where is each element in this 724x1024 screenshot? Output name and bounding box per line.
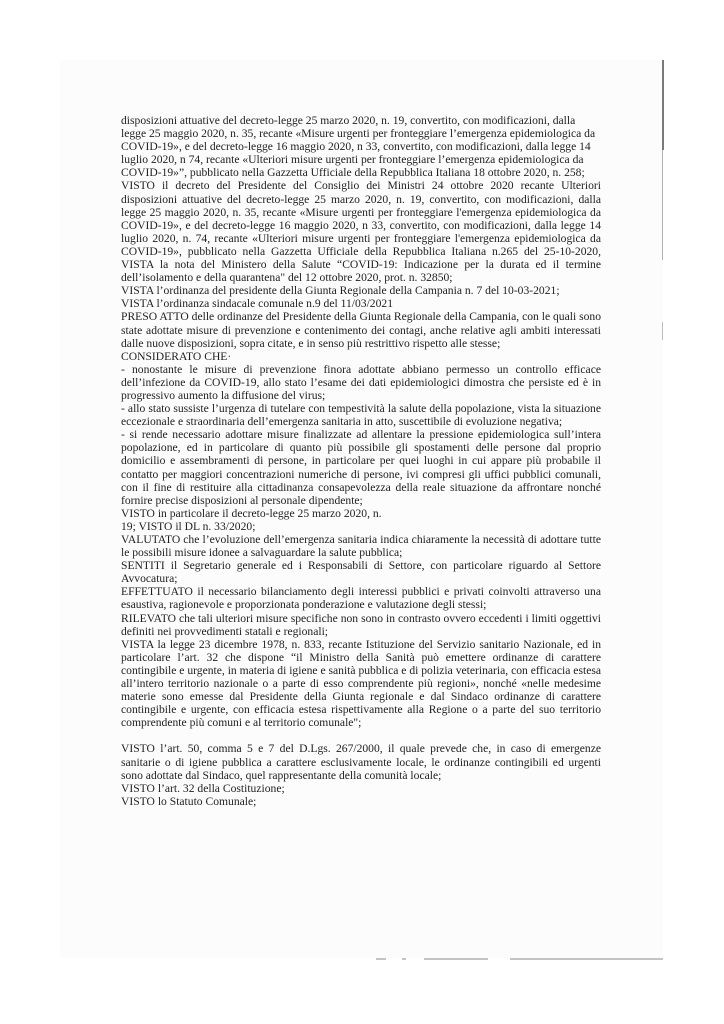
paragraph-vista-ordinanza-regionale: VISTA l’ordinanza del presidente della Giunta Regionale della Campania n. 7 del 10-03-2021; (121, 284, 560, 298)
paragraph-vista-legge-833: VISTA la legge 23 dicembre 1978, n. 833, recante Istituzione del Servizio sanitario Nazionale, ed in particolare l’art. 32 che dispone “il Ministro della Sanità può emettere ordinanze di carattere contingibile e urgente, in materia di igiene e sanità pubblica e di polizia veterinaria, con efficacia estesa all’intero territorio nazionale o a parte di esso comprendente più regioni», nonché «nelle medesime materie sono emesse dal Presidente della Giunta regionale e dal Sindaco ordinanze di carattere contingibile e urgente, con efficacia estesa rispettivamente alla Regione o a parte del suo territorio comprendente più comuni e al territorio comunale"; (121, 637, 601, 730)
paragraph-visto-decreto-legge: VISTO in particolare il decreto-legge 25 marzo 2020, n. (121, 506, 382, 520)
paragraph-vista-ordinanza-sindacale: VISTA l’ordinanza sindacale comunale n.9 del 11/03/2021 (121, 297, 393, 311)
scan-artifact-line (424, 958, 454, 960)
page-edge-line (662, 60, 664, 150)
paragraph-visto-dpcm: VISTO il decreto del Presidente del Consiglio dei Ministri 24 ottobre 2020 recante Ulteriori disposizioni attuative del decreto-legge 25 marzo 2020, n. 19, convertito, con modificazioni, dalla legge 25 maggio 2020, n. 35, recante «Misure urgenti per fronteggiare l'emergenza epidemiologica da COVID-19», e del decreto-legge 16 maggio 2020, n 33, convertito, con modificazioni, dalla legge 14 luglio 2020, n. 74, recante «Ulteriori misure urgenti per fronteggiare l'emergenza epidemiologica da COVID-19», pubblicato nella Gazzetta Ufficiale della Repubblica Italiana n.265 del 25-10-2020, VISTA la nota del Ministero della Salute “COVID-19: Indicazione per la durata ed il termine dell’isolamento e della quarantena" del 12 ottobre 2020, prot. n. 32850; (121, 179, 601, 285)
page-edge-line-faint (662, 150, 663, 260)
scan-artifact-line (402, 958, 406, 960)
paragraph-considerato-item-3: - si rende necessario adottare misure finalizzate ad allentare la pressione epidemiologica sull’intera popolazione, ed in particolare di quanto più possibile gli spostamenti delle persone dal proprio domicilio e assembramenti di persone, in particolare per quei luoghi in cui appare più probabile il contatto per maggiori concentrazioni numeriche di persone, ivi compresi gli uffici pubblici comunali, con il fine di restituire alla cittadinanza consapevolezza della reale situazione da affrontare nonché fornire precise disposizioni al personale dipendente; (121, 428, 601, 507)
paragraph-considerato-che: CONSIDERATO CHE· (121, 349, 232, 363)
scan-artifact-line (376, 958, 386, 960)
scan-artifact-line (454, 958, 488, 960)
margin-mark (662, 322, 663, 340)
paragraph-effettuato: EFFETTUATO il necessario bilanciamento degli interessi pubblici e privati coinvolti attraverso una esaustiva, ragionevole e proporzionata ponderazione e valutazione degli stessi; (121, 585, 601, 612)
paragraph-visto-art-50: VISTO l’art. 50, comma 5 e 7 del D.Lgs. 267/2000, il quale prevede che, in caso di emergenze sanitarie o di igiene pubblica a carattere esclusivamente locale, le ordinanze contingibili ed urgenti sono adottate dal Sindaco, quel rappresentante della comunità locale; (121, 742, 601, 782)
document-body (121, 114, 601, 808)
paragraph-spacer (121, 729, 601, 742)
paragraph-considerato-item-2: - allo stato sussiste l’urgenza di tutelare con tempestività la salute della popolazione, vista la situazione eccezionale e straordinaria dell’emergenza sanitaria in atto, suscettibile di evoluzione negativa; (121, 402, 601, 429)
paragraph-decreto-disposizioni: disposizioni attuative del decreto-legge 25 marzo 2020, n. 19, convertito, con modificazioni, dalla legge 25 maggio 2020, n. 35, recante «Misure urgenti per fronteggiare l’emergenza epidemiologica da COVID-19», e del decreto-legge 16 maggio 2020, n 33, convertito, con modificazioni, dalla legge 14 luglio 2020, n 74, recante «Ulteriori misure urgenti per fronteggiare l’emergenza epidemiologica da COVID-19»”, pubblicato nella Gazzetta Ufficiale della Repubblica Italiana 18 ottobre 2020, n. 258; (121, 114, 596, 180)
paragraph-rilevato: RILEVATO che tali ulteriori misure specifiche non sono in contrasto ovvero eccedenti i limiti oggettivi definiti nei provvedimenti statali e regionali; (121, 611, 601, 638)
paragraph-considerato-item-1: - nonostante le misure di prevenzione finora adottate abbiano permesso un controllo efficace dell’infezione da COVID-19, allo stato l’esame dei dati epidemiologici dimostra che persiste ed è in progressivo aumento la diffusione del virus; (121, 362, 601, 402)
paragraph-visto-dl-33: 19; VISTO il DL n. 33/2020; (121, 519, 256, 533)
paragraph-sentiti: SENTITI il Segretario generale ed i Responsabili di Settore, con particolare riguardo al Settore Avvocatura; (121, 559, 601, 586)
paragraph-visto-statuto: VISTO lo Statuto Comunale; (121, 794, 257, 808)
paragraph-valutato: VALUTATO che l’evoluzione dell’emergenza sanitaria indica chiaramente la necessità di adottare tutte le possibili misure idonee a salvaguardare la salute pubblica; (121, 533, 601, 560)
paragraph-preso-atto: PRESO ATTO delle ordinanze del Presidente della Giunta Regionale della Campania, con le quali sono state adottate misure di prevenzione e contenimento dei contagi, anche relative agli ambiti interessati dalle nuove disposizioni, sopra citate, e in senso più restrittivo rispetto alle stesse; (121, 310, 601, 350)
paragraph-visto-costituzione: VISTO l’art. 32 della Costituzione; (121, 781, 285, 795)
scan-artifact-line (510, 958, 663, 960)
